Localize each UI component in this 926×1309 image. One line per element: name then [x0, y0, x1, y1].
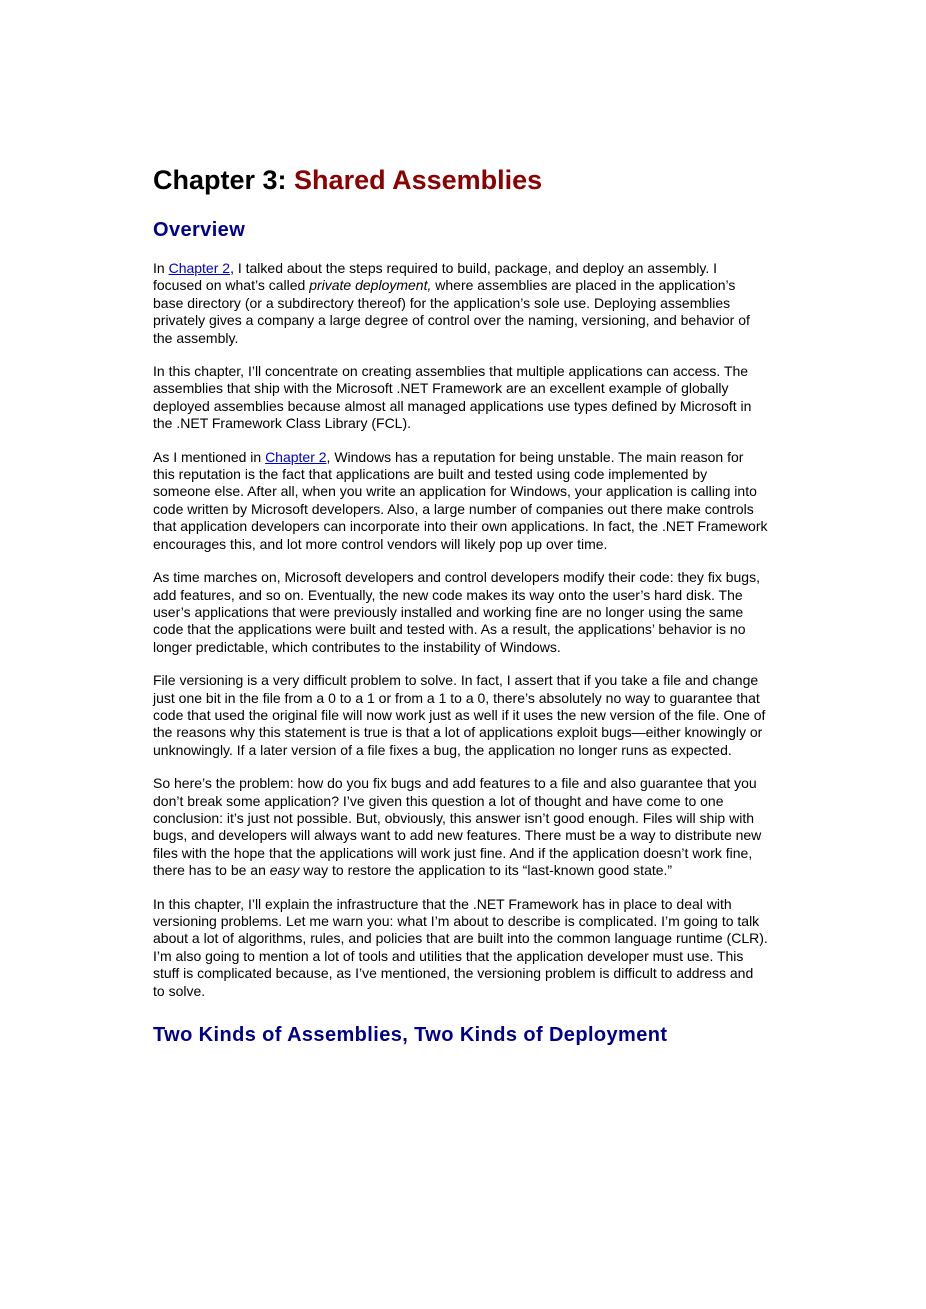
p1-text-c: where assemblies are placed in the application’s base directory (or a subdirectory thereof) for the application’s sole use. Deploying assemblies privately gives a company a large degree of control over the naming, versioning, and behavior of the assembly. [153, 277, 750, 346]
p1-emphasis: private deployment, [309, 277, 432, 294]
overview-heading: Overview [153, 219, 246, 241]
chapter-label: Chapter 3: [153, 165, 287, 195]
p3-text-a: As I mentioned in [153, 448, 266, 465]
p6-text-a: So here’s the problem: how do you fix bugs and add features to a file and also guarantee that you don’t break some application? I’ve given this question a lot of thought and have come to one conclusion: it’s just not possible. But, obviously, this answer isn’t good enough. Files will ship with bugs, and developers will always want to add new features. There must be a way to distribute new files with the hope that the applications will work just fine. And if the application doesn’t work fine, there has to be an [153, 775, 762, 879]
p1-text-a: In [153, 260, 169, 276]
overview-paragraph-6 [153, 775, 768, 879]
chapter-title [153, 163, 768, 197]
overview-paragraph-1 [153, 260, 768, 347]
chapter-2-link[interactable]: Chapter 2 [168, 260, 231, 276]
document-page [153, 163, 768, 1065]
p6-text-b: way to restore the application to its “last-known good state.” [299, 862, 673, 879]
overview-paragraph-5: File versioning is a very difficult problem to solve. In fact, I assert that if you take a file and change just one bit in the file from a 0 to a 1 or from a 1 to a 0, there’s absolutely no way to guarantee that code that used the original file will now work just as well if it uses the new version of the file. One of the reasons why this statement is true is that a lot of applications exploit bugs—either knowingly or unknowingly. If a later version of a file fixes a bug, the application no longer runs as expected. [153, 672, 766, 758]
overview-paragraph-4: As time marches on, Microsoft developers and control developers modify their code: they fix bugs, add features, and so on. Eventually, the new code makes its way onto the user’s hard disk. The user’s applications that were previously installed and working fine are no longer using the same code that the applications were built and tested with. As a result, the applications’ behavior is no longer predictable, which contributes to the instability of Windows. [153, 569, 760, 655]
overview-paragraph-3 [153, 449, 768, 553]
chapter-2-link-second[interactable]: Chapter 2 [265, 448, 327, 465]
p6-emphasis: easy [269, 862, 300, 879]
p3-text-b: , Windows has a reputation for being unstable. The main reason for this reputation is the fact that applications are built and tested using code implemented by someone else. After all, when you write an application for Windows, your application is calling into code written by Microsoft developers. Also, a large number of companies out there make controls that application developers can incorporate into their own applications. In fact, the .NET Framework encourages this, and lot more control vendors will likely pop up over time. [153, 448, 768, 552]
overview-paragraph-2: In this chapter, I’ll concentrate on creating assemblies that multiple applications can access. The assemblies that ship with the Microsoft .NET Framework are an excellent example of globally deployed assemblies because almost all managed applications use types defined by Microsoft in the .NET Framework Class Library (FCL). [153, 363, 752, 432]
chapter-name: Shared Assemblies [294, 165, 543, 195]
two-kinds-heading: Two Kinds of Assemblies, Two Kinds of Deployment [153, 1024, 668, 1047]
overview-paragraph-7: In this chapter, I’ll explain the infrastructure that the .NET Framework has in place to deal with versioning problems. Let me warn you: what I’m about to describe is complicated. I’m going to talk about a lot of algorithms, rules, and policies that are built into the common language runtime (CLR). I’m also going to mention a lot of tools and utilities that the application developer must use. This stuff is complicated because, as I’ve mentioned, the versioning problem is difficult to address and to solve. [153, 895, 768, 999]
p1-text-b: , I talked about the steps required to build, package, and deploy an assembly. I focused on what’s called [153, 260, 717, 294]
